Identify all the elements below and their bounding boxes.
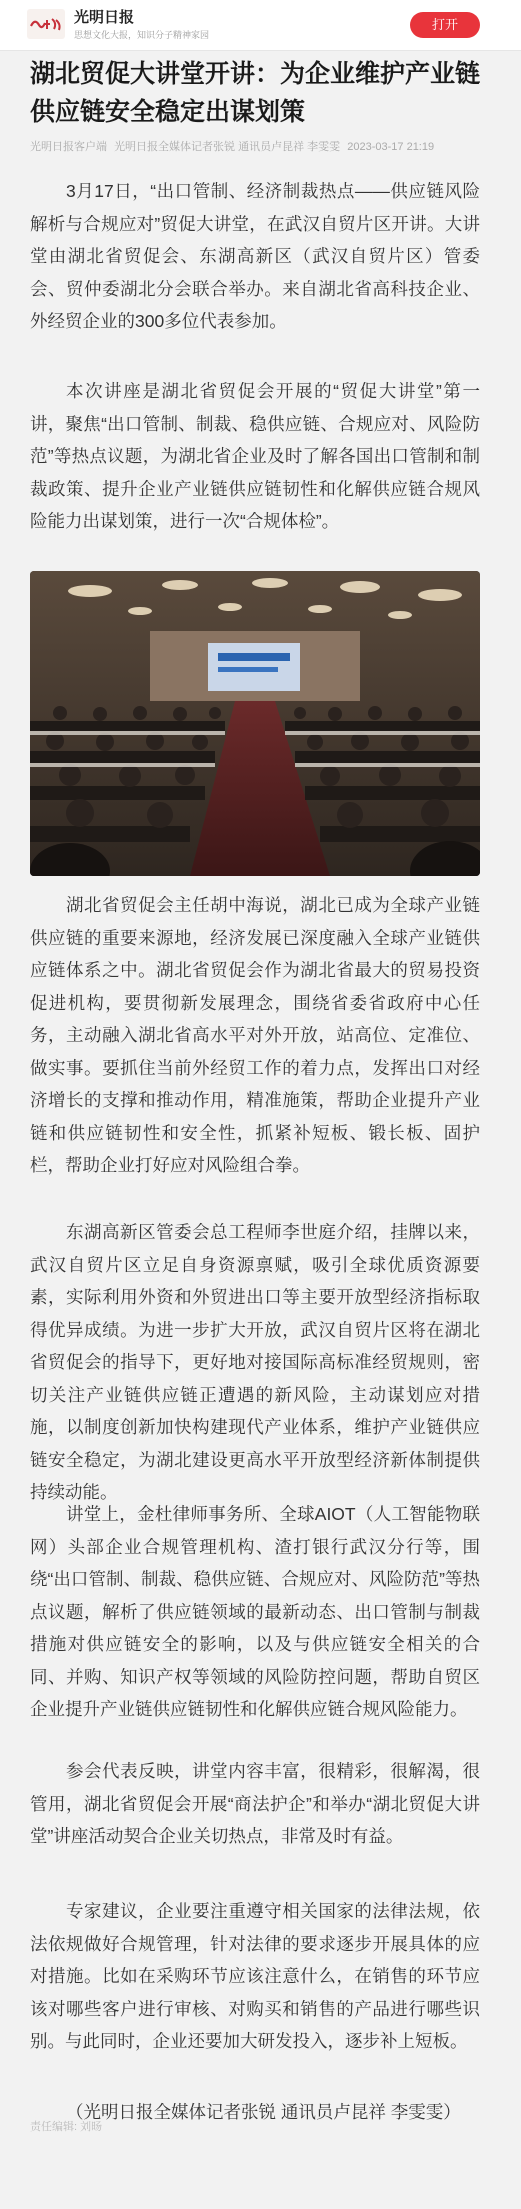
open-app-button[interactable]: 打开	[410, 12, 480, 38]
app-banner	[0, 0, 521, 51]
article-paragraph: 湖北省贸促会主任胡中海说，湖北已成为全球产业链供应链的重要来源地，经济发展已深度融入全球产业链供应链体系之中。湖北省贸促会作为湖北省最大的贸易投资促进机构，要贯彻新发展理念，围绕省委省政府中心任务，主动融入湖北省高水平对外开放，站高位、定准位、做实事。要抓住当前外经贸工作的着力点，发挥出口对经济增长的支撑和推动作用，精准施策，帮助企业提升产业链和供应链韧性和安全性，抓紧补短板、锻长板、固护栏，帮助企业打好应对风险组合拳。	[30, 895, 480, 1175]
article-paragraph: 讲堂上，金杜律师事务所、全球AIOT（人工智能物联网）头部企业合规管理机构、渣打银行武汉分行等，围绕“出口管制、制裁、稳供应链、合规应对、风险防范”等热点议题，解析了供应链领域的最新动态、出口管制与制裁措施对供应链安全的影响，以及与供应链安全相关的合同、并购、知识产权等领域的风险防控问题，帮助自贸区企业提升产业链供应链韧性和化解供应链合规风险能力。	[30, 1504, 480, 1719]
article-byline: （光明日报全媒体记者张锐 通讯员卢昆祥 李雯雯）	[66, 2102, 461, 2122]
article-paragraph: 专家建议，企业要注重遵守相关国家的法律法规，依法依规做好合规管理，针对法律的要求逐步开展具体的应对措施。比如在采购环节应该注意什么，在销售的环节应该对哪些客户进行审核、对购买和销售的产品进行哪些识别。与此同时，企业还要加大研发投入，逐步补上短板。	[30, 1901, 480, 2051]
conference-hall-photo	[30, 571, 480, 876]
article-photo[interactable]	[30, 571, 480, 876]
article-paragraph: 东湖高新区管委会总工程师李世庭介绍，挂牌以来，武汉自贸片区立足自身资源禀赋，吸引全球优质资源要素，实际利用外资和外贸进出口等主要开放型经济指标取得优异成绩。为进一步扩大开放，武汉自贸片区将在湖北省贸促会的指导下，更好地对接国际高标准经贸规则，密切关注产业链供应链正遭遇的新风险，主动谋划应对措施，以制度创新加快构建现代产业体系，维护产业链供应链安全稳定，为湖北建设更高水平开放型经济新体制提供持续动能。	[30, 1222, 480, 1502]
article-meta	[30, 138, 500, 154]
brand-name: 光明日报	[74, 8, 135, 26]
article-paragraph: 3月17日，“出口管制、经济制裁热点——供应链风险解析与合规应对”贸促大讲堂，在武汉自贸片区开讲。大讲堂由湖北省贸促会、东湖高新区（武汉自贸片区）管委会、贸仲委湖北分会联合举办。来自湖北省高科技企业、外经贸企业的300多位代表参加。	[30, 181, 480, 331]
article-paragraph: 参会代表反映，讲堂内容丰富，很精彩，很解渴，很管用，湖北省贸促会开展“商法护企”和举办“湖北贸促大讲堂”讲座活动契合企业关切热点，非常及时有益。	[30, 1761, 480, 1846]
article-paragraph: 本次讲座是湖北省贸促会开展的“贸促大讲堂”第一讲，聚焦“出口管制、制裁、稳供应链、合规应对、风险防范”等热点议题，为湖北省企业及时了解各国出口管制和制裁政策、提升企业产业链供应链韧性和化解供应链合规风险能力出谋划策，进行一次“合规体检”。	[30, 381, 480, 531]
responsible-editor: 责任编辑: 刘旸	[30, 2121, 103, 2133]
article-datetime: 2023-03-17 21:19	[347, 141, 435, 153]
guangming-daily-logo-icon	[29, 14, 63, 34]
article-authors: 光明日报全媒体记者张锐 通讯员卢昆祥 李雯雯	[114, 141, 341, 153]
article-source[interactable]: 光明日报客户端	[30, 141, 107, 153]
brand-logo[interactable]	[27, 9, 65, 39]
brand-slogan: 思想文化大报，知识分子精神家园	[74, 30, 210, 40]
article-title: 湖北贸促大讲堂开讲：为企业维护产业链供应链安全稳定出谋划策	[30, 60, 481, 126]
